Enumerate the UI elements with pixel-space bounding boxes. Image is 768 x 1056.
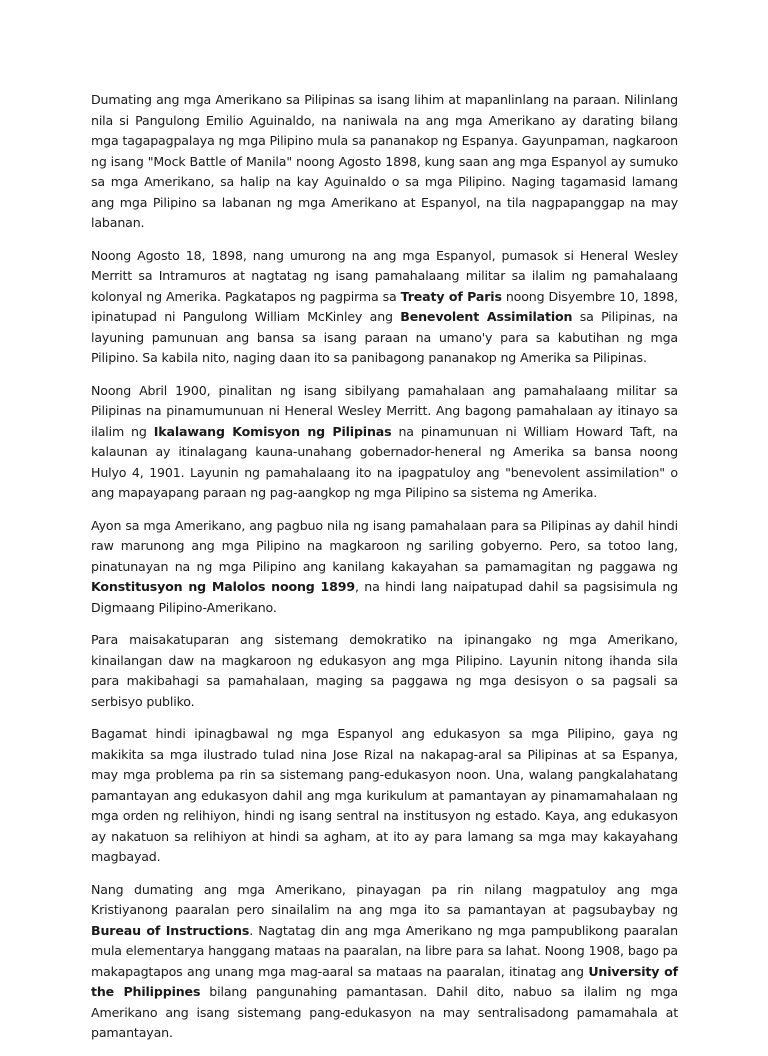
paragraph bbox=[91, 880, 678, 1044]
bold-term-benevolent-assimilation: Benevolent Assimilation bbox=[400, 309, 573, 324]
paragraph-text: bilang pangunahing pamantasan. Dahil dito, nabuo sa ilalim ng mga Amerikano ang isang sistemang pang-edukasyon na may sentralisadong pamamahala at pamantayan. bbox=[91, 984, 678, 1040]
paragraph-text: Noong Agosto 18, 1898, nang umurong na ang mga Espanyol, pumasok si Heneral Wesley Merritt sa Intramuros at nagtatag ng isang pamahalaang militar sa ilalim ng pamahalaang kolonyal ng Amerika. Pagkatapos ng pagpirma sa bbox=[91, 247, 678, 304]
paragraph bbox=[91, 630, 678, 712]
paragraph bbox=[91, 246, 678, 369]
bold-term-konstitusyon-ng-malolos: Konstitusyon ng Malolos noong 1899 bbox=[91, 579, 355, 594]
paragraph-text: Ayon sa mga Amerikano, ang pagbuo nila ng isang pamahalaan para sa Pilipinas ay dahil hindi raw marunong ang mga Pilipino na magkaroon ng sariling gobyerno. Pero, sa totoo lang, pinatunayan na ng mga Pilipino ang kanilang kakayahan sa pamamagitan ng paggawa ng bbox=[91, 517, 678, 574]
paragraph-text: sa Pilipinas, na layuning pamunuan ang bansa sa isang paraan na umano'y para sa kabutihan ng mga Pilipino. Sa kabila nito, naging daan ito sa panibagong pananakop ng Amerika sa Pilipinas. bbox=[91, 309, 678, 365]
paragraph bbox=[91, 381, 678, 504]
bold-term-university-of-the-philippines: University of the Philippines bbox=[91, 963, 679, 999]
paragraph bbox=[91, 516, 678, 619]
paragraph-text: Nang dumating ang mga Amerikano, pinayagan pa rin nilang magpatuloy ang mga Kristiyanong paaralan pero sinailalim na ang mga ito sa pamantayan at pagsubaybay ng bbox=[91, 881, 678, 917]
paragraph-text: Bagamat hindi ipinagbawal ng mga Espanyol ang edukasyon sa mga Pilipino, gaya ng makikita sa mga ilustrado tulad nina Jose Rizal na nakapag-aral sa Pilipinas at sa Espanya, may mga problema pa rin sa sistemang pang-edukasyon noon. Una, walang pangkalahatang pamantayan ang edukasyon dahil ang mga kurikulum at pamantayan ay pinamamahalaan ng mga orden ng relihiyon, hindi ng isang sentral na institusyon ng estado. Kaya, ang edukasyon ay nakatuon sa relihiyon at hindi sa agham, at ito ay para lamang sa mga may kakayahang magbayad. bbox=[91, 726, 678, 864]
paragraph-text: . Nagtatag din ang mga Amerikano ng mga pampublikong paaralan mula elementarya hanggang mataas na paaralan, na libre para sa lahat. Noong 1908, bago pa makapagtapos ang unang mga mag-aaral sa mataas na paaralan, itinatag ang bbox=[91, 922, 678, 979]
bold-term-ikalawang-komisyon: Ikalawang Komisyon ng Pilipinas bbox=[153, 423, 392, 439]
paragraph-text: Noong Abril 1900, pinalitan ng isang sibilyang pamahalaan ang pamahalaang militar sa Pilipinas na pinamumunuan ni Heneral Wesley Merritt. Ang bagong pamahalaan ay itinayo sa ilalim ng bbox=[91, 382, 678, 439]
bold-term-bureau-of-instructions: Bureau of Instructions bbox=[91, 922, 250, 938]
paragraph-text: noong Disyembre 10, 1898, ipinatupad ni Pangulong William McKinley ang bbox=[91, 288, 679, 324]
document-body bbox=[91, 90, 678, 1056]
bold-term-treaty-of-paris: Treaty of Paris bbox=[400, 288, 502, 304]
paragraph bbox=[91, 724, 678, 868]
paragraph-text: Dumating ang mga Amerikano sa Pilipinas sa isang lihim at mapanlinlang na paraan. Nilinlang nila si Pangulong Emilio Aguinaldo, na naniwala na ang mga Amerikano ay darating bilang mga tagapagpalaya ng mga Pilipino mula sa pananakop ng Espanya. Gayunpaman, nagkaroon ng isang "Mock Battle of Manila" noong Agosto 1898, kung saan ang mga Espanyol ay sumuko sa mga Amerikano, sa halip na kay Aguinaldo o sa mga Pilipino. Naging tagamasid lamang ang mga Pilipino sa labanan ng mga Amerikano at Espanyol, na tila nagpapanggap na may labanan. bbox=[91, 92, 678, 230]
paragraph-text: na pinamunuan ni William Howard Taft, na kalaunan ay itinalagang kauna-unahang gobernador-heneral ng Amerika sa bansa noong Hulyo 4, 1901. Layunin ng pamahalaang ito na ipagpatuloy ang "benevolent assimilation" o ang mapayapang paraan ng pag-aangkop ng mga Pilipino sa sistema ng Amerika. bbox=[91, 423, 678, 500]
paragraph-text: , na hindi lang naipatupad dahil sa pagsisimula ng Digmaang Pilipino-Amerikano. bbox=[91, 579, 678, 615]
paragraph-text: Para maisakatuparan ang sistemang demokratiko na ipinangako ng mga Amerikano, kinailangan daw na magkaroon ng edukasyon ang mga Pilipino. Layunin nitong ihanda sila para makibahagi sa pamahalaan, maging sa paggawa ng mga desisyon o sa pagsali sa serbisyo publiko. bbox=[91, 632, 678, 709]
paragraph bbox=[91, 90, 678, 234]
